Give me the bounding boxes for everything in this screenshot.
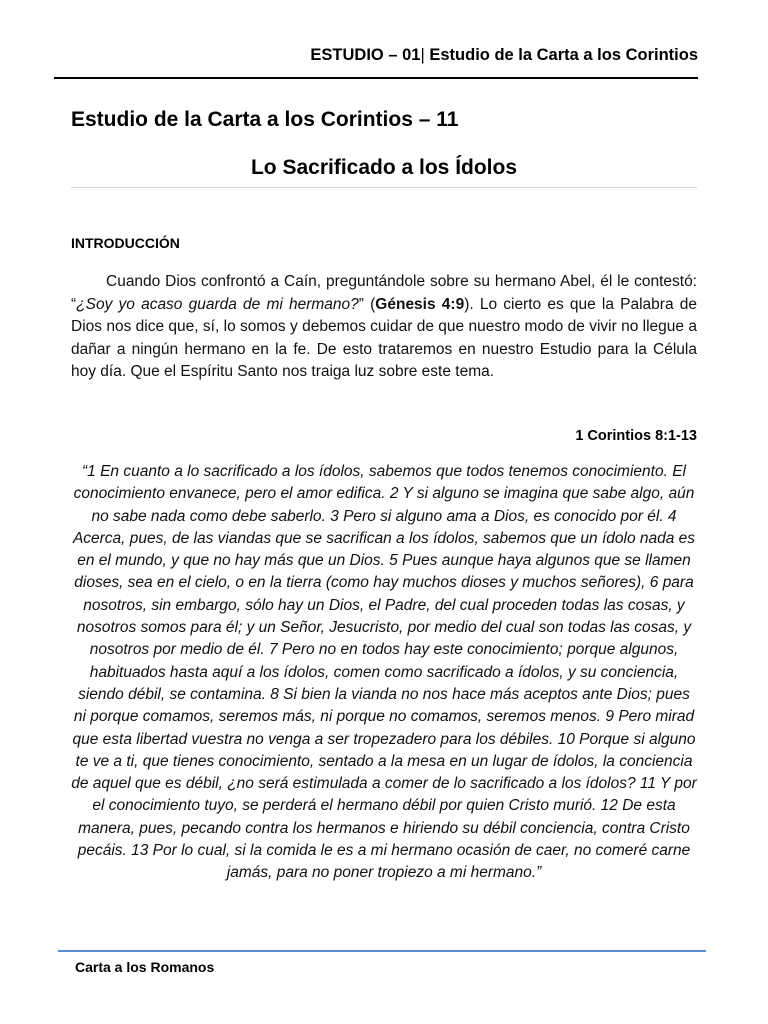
study-label: ESTUDIO – 01 xyxy=(310,46,421,64)
series-title: Estudio de la Carta a los Corintios xyxy=(429,46,698,64)
intro-text-mid: ” ( xyxy=(358,295,376,313)
intro-quote: ¿Soy yo acaso guarda de mi hermano? xyxy=(76,295,359,313)
document-subtitle: Lo Sacrificado a los Ídolos xyxy=(250,156,518,179)
intro-text-end: ). Lo cierto es que la Palabra de Dios nos dice que, sí, lo somos y debemos cuidar de que nuestro modo de vivir no llegue a dañar a ningún hermano en la fe. De esto trataremos en nuestro Estudio para la Célula hoy día. Que el Espíritu Santo nos traiga luz sobre este tema. xyxy=(71,295,697,380)
document-title: Estudio de la Carta a los Corintios – 11 xyxy=(71,108,459,131)
scripture-reference: 1 Corintios 8:1-13 xyxy=(575,428,697,444)
scripture-passage: “1 En cuanto a lo sacrificado a los ídolos, sabemos que todos tenemos conocimiento. El conocimiento envanece, pero el amor edifica. 2 Y si alguno se imagina que sabe algo, aún no sabe nada como debe saberlo. 3 Pero si alguno ama a Dios, es conocido por él. 4 Acerca, pues, de las viandas que se sacrifican a los ídolos, sabemos que un ídolo nada es en el mundo, y que no hay más que un Dios. 5 Pues aunque haya algunos que se llamen dioses, sea en el cielo, o en la tierra (como hay muchos dioses y muchos señores), 6 para nosotros, sin embargo, sólo hay un Dios, el Padre, del cual proceden todas las cosas, y nosotros somos para él; y un Señor, Jesucristo, por medio del cual son todas las cosas, y nosotros por medio de él. 7 Pero no en todos hay este conocimiento; porque algunos, habituados hasta aquí a los ídolos, comen como sacrificado a ídolos, y su conciencia, siendo débil, se contamina. 8 Si bien la vianda no nos hace más aceptos ante Dios; pues ni porque comamos, seremos más, ni porque no comamos, seremos menos. 9 Pero mirad que esta libertad vuestra no venga a ser tropezadero para los débiles. 10 Porque si alguno te ve a ti, que tienes conocimiento, sentado a la mesa en un lugar de ídolos, la conciencia de aquel que es débil, ¿no será estimulada a comer de lo sacrificado a los ídolos? 11 Y por el conocimiento tuyo, se perderá el hermano débil por quien Cristo murió. 12 De esta manera, pues, pecando contra los hermanos e hiriendo su débil conciencia, contra Cristo pecáis. 13 Por lo cual, si la comida le es a mi hermano ocasión de caer, no comeré carne jamás, para no poner tropiezo a mi hermano.” xyxy=(71,463,697,882)
introduction-paragraph xyxy=(71,271,697,384)
intro-reference: Génesis 4:9 xyxy=(375,295,465,313)
running-header xyxy=(54,46,698,65)
header-separator: | xyxy=(420,46,425,64)
introduction-heading: INTRODUCCIÓN xyxy=(71,235,180,251)
header-rule xyxy=(54,77,698,79)
footer-rule xyxy=(58,950,706,952)
running-footer: Carta a los Romanos xyxy=(75,959,215,975)
title-divider xyxy=(71,187,697,188)
intro-text-start: Cuando Dios confrontó a Caín, preguntándole sobre su hermano Abel, él le contestó: “ xyxy=(71,273,697,313)
